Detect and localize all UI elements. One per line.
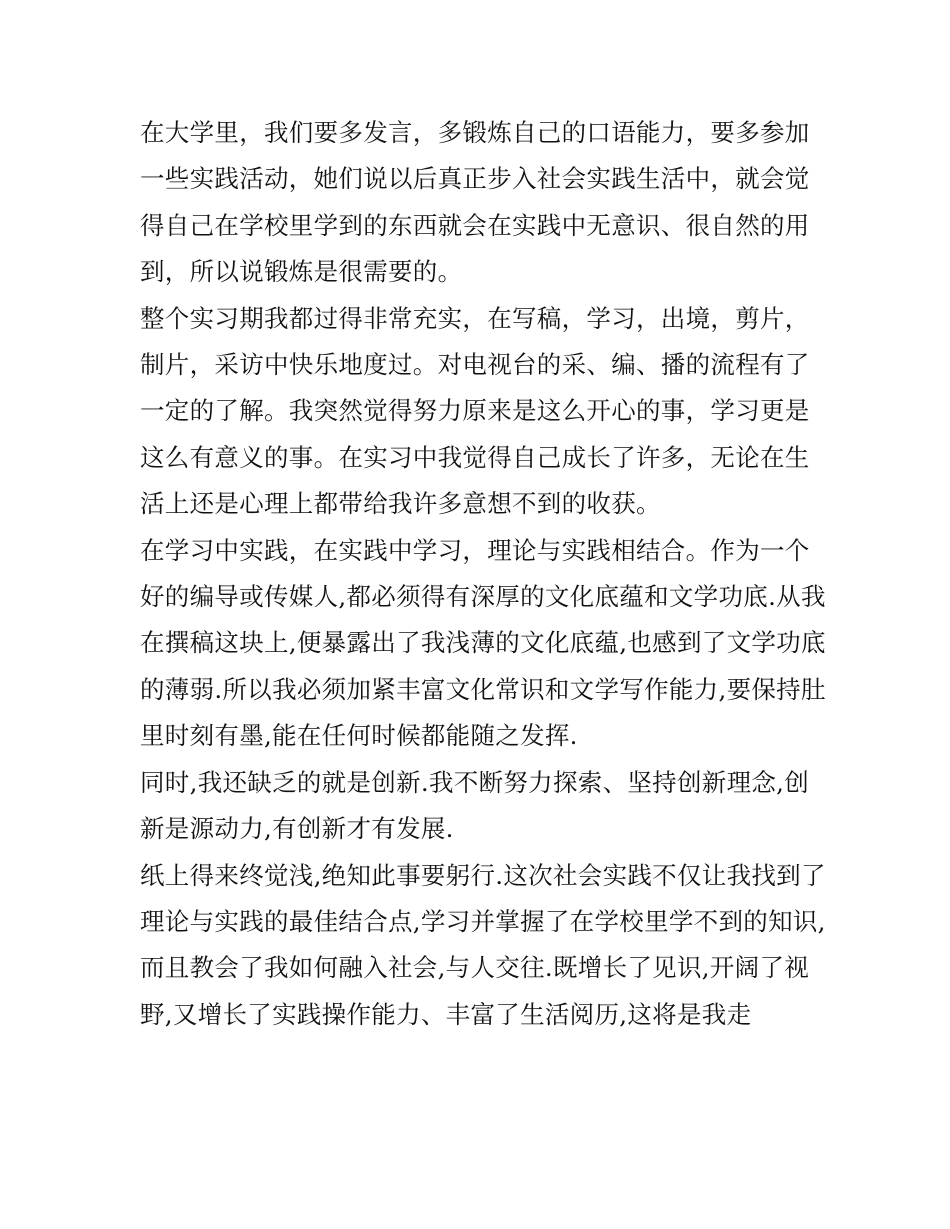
paragraph-innovation: 同时,我还缺乏的就是创新.我不断努力探索、坚持创新理念,创新是源动力,有创新才有发展.: [140, 767, 810, 844]
paragraph-theory-practice: 在学习中实践，在实践中学习，理论与实践相结合。作为一个好的编导或传媒人,都必须得有深厚的文化底蕴和文学功底.从我在撰稿这块上,便暴露出了我浅薄的文化底蕴,也感到了文学功底的薄弱.所以我必须加紧丰富文化常识和文学写作能力,要保持肚里时刻有墨,能在任何时候都能随之发挥.: [140, 535, 826, 751]
document-body: [140, 110, 830, 1038]
paragraph-internship-experience: 整个实习期我都过得非常充实，在写稿，学习，出境，剪片，制片，采访中快乐地度过。对电视台的采、编、播的流程有了一定的了解。我突然觉得努力原来是这么开心的事，学习更是这么有意义的事。在实习中我觉得自己成长了许多，无论在生活上还是心理上都带给我许多意想不到的收获。: [140, 303, 810, 519]
paragraph-study-speaking: 在大学里，我们要多发言，多锻炼自己的口语能力，要多参加一些实践活动，她们说以后真正步入社会实践生活中，就会觉得自己在学校里学到的东西就会在实践中无意识、很自然的用到，所以说锻炼是很需要的。: [140, 118, 810, 287]
paragraph-conclusion: 纸上得来终觉浅,绝知此事要躬行.这次社会实践不仅让我找到了理论与实践的最佳结合点,学习并掌握了在学校里学不到的知识,而且教会了我如何融入社会,与人交往.既增长了见识,开阔了视野,又增长了实践操作能力、丰富了生活阅历,这将是我走: [140, 860, 826, 1029]
